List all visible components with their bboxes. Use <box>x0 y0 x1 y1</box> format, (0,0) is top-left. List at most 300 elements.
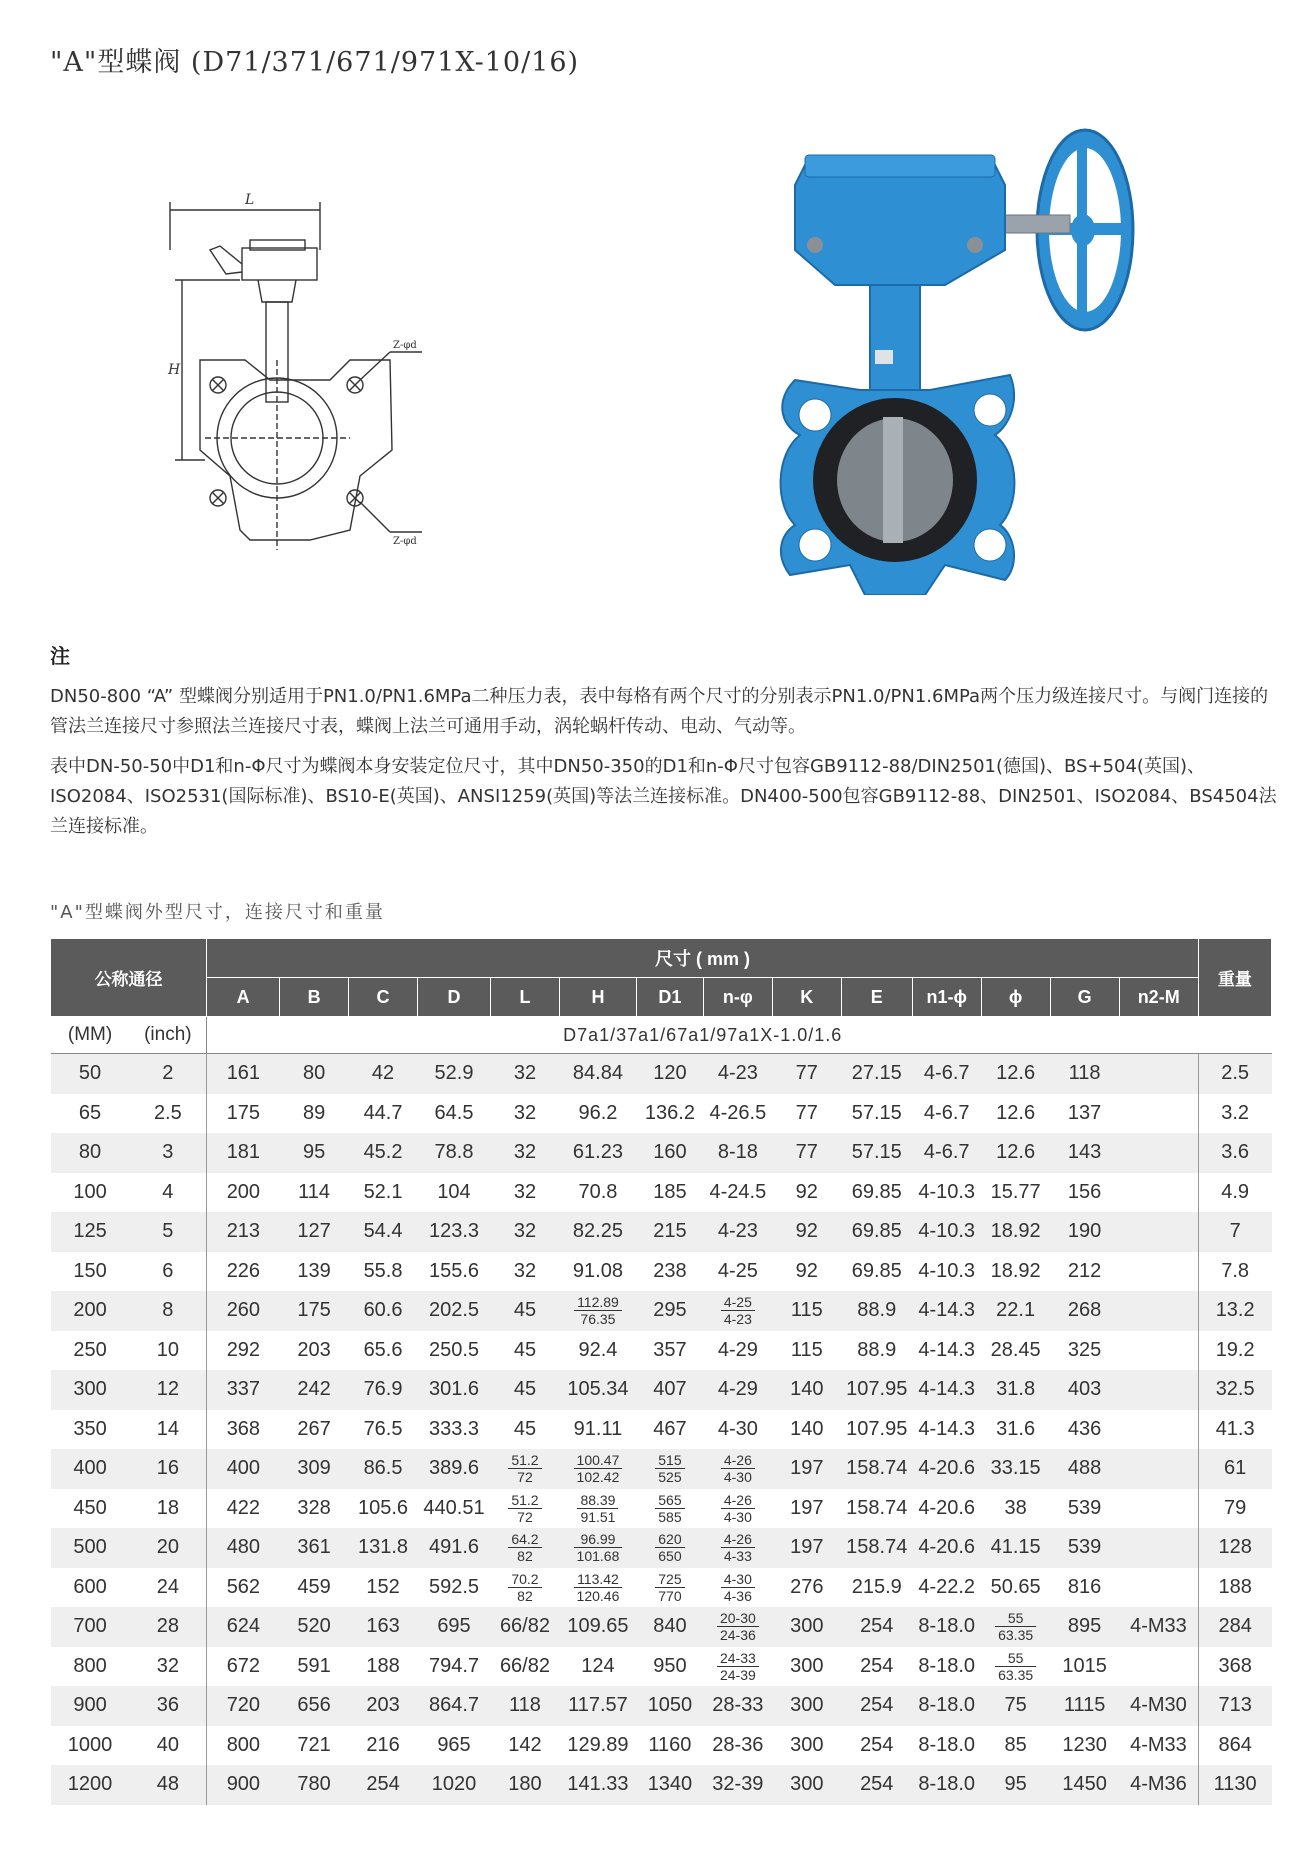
page-title: "A"型蝶阀 (D71/371/671/971X-10/16) <box>50 47 580 78</box>
table-cell: 800 <box>73 1654 107 1677</box>
column-header: n-φ <box>703 978 772 1017</box>
table-cell: 163 <box>349 1607 418 1647</box>
table-cell: 12.6 <box>996 1101 1036 1124</box>
table-cell: $\frac{112.89}{76.35}$ <box>559 1291 636 1331</box>
table-cell: 52.1 <box>363 1180 403 1203</box>
table-cell: 28-36 <box>712 1733 764 1756</box>
table-cell: 127 <box>280 1212 349 1252</box>
table-cell: 42 <box>349 1054 418 1094</box>
table-cell: 4-20.6 <box>918 1496 976 1519</box>
table-cell: 185 <box>653 1180 687 1203</box>
table-cell: 4-6.7 <box>912 1133 981 1173</box>
table-cell: 100 <box>73 1180 107 1203</box>
hole-label-top: Z-φd <box>393 340 417 351</box>
table-cell: 4-23 <box>703 1212 772 1252</box>
table-cell: 175 <box>280 1291 349 1331</box>
table-cell: 7.8 <box>1221 1259 1250 1282</box>
table-row <box>51 1726 1272 1766</box>
table-cell: 45 <box>491 1370 560 1410</box>
table-cell: 28-33 <box>703 1686 772 1726</box>
table-cell: 4-14.3 <box>912 1291 981 1331</box>
table-cell: 117.57 <box>559 1686 636 1726</box>
table-cell: 69.85 <box>851 1180 902 1203</box>
table-cell: 295 <box>636 1291 703 1331</box>
table-cell <box>1119 1410 1198 1450</box>
table-cell: $\frac{55}{63.35}$ <box>981 1647 1050 1687</box>
table-row <box>51 1410 1272 1450</box>
table-cell: 800 <box>207 1726 280 1766</box>
table-cell: 459 <box>297 1575 331 1598</box>
table-cell <box>1119 1528 1198 1568</box>
table-cell: 54.4 <box>349 1212 418 1252</box>
table-cell: 175 <box>207 1094 280 1134</box>
table-cell: $\frac{70.2}{82}$ <box>491 1568 560 1608</box>
table-cell: 1160 <box>648 1733 692 1756</box>
table-row <box>51 1370 1272 1410</box>
table-cell: 8-18 <box>703 1133 772 1173</box>
column-header: E <box>841 978 912 1017</box>
table-cell: 80 <box>280 1054 349 1094</box>
column-header: L <box>491 978 560 1017</box>
table-cell: 400 <box>207 1449 280 1489</box>
spec-table-body <box>51 1017 1272 1805</box>
table-cell: 18.92 <box>981 1212 1050 1252</box>
table-cell: 61 <box>1198 1449 1271 1489</box>
table-cell: 44.7 <box>363 1101 403 1124</box>
table-cell: 77 <box>795 1101 818 1124</box>
table-cell <box>1119 1331 1198 1371</box>
table-cell: 140 <box>772 1370 841 1410</box>
table-cell: 48 <box>130 1765 207 1805</box>
table-cell: 142 <box>508 1733 542 1756</box>
table-cell: 254 <box>349 1765 418 1805</box>
table-cell: 250 <box>73 1338 107 1361</box>
table-cell: 8 <box>130 1291 207 1331</box>
table-cell: 895 <box>1050 1607 1119 1647</box>
table-cell: 32.5 <box>1198 1370 1271 1410</box>
table-cell: 50 <box>51 1054 130 1094</box>
unit-label: (MM) <box>51 1017 130 1054</box>
table-cell: 140 <box>790 1417 824 1440</box>
table-cell: 19.2 <box>1215 1338 1255 1361</box>
table-cell: 115 <box>772 1291 841 1331</box>
table-cell: $\frac{565}{585}$ <box>636 1489 703 1529</box>
table-row <box>51 1094 1272 1134</box>
table-cell: 500 <box>51 1528 130 1568</box>
table-cell: 36 <box>130 1686 207 1726</box>
table-cell: 188 <box>366 1654 400 1677</box>
table-cell: 216 <box>366 1733 400 1756</box>
table-cell: 215 <box>636 1212 703 1252</box>
table-cell: 139 <box>297 1259 331 1282</box>
table-cell: 840 <box>636 1607 703 1647</box>
table-cell: 301.6 <box>418 1370 491 1410</box>
table-cell: 368 <box>1218 1654 1252 1677</box>
table-row <box>51 1568 1272 1608</box>
column-header: D <box>418 978 491 1017</box>
table-cell: 60.6 <box>349 1291 418 1331</box>
table-cell: 268 <box>1050 1291 1119 1331</box>
table-cell: $\frac{55}{63.35}$ <box>981 1607 1050 1647</box>
table-cell: 131.8 <box>349 1528 418 1568</box>
table-cell: 18 <box>156 1496 179 1519</box>
table-cell: 52.9 <box>418 1054 491 1094</box>
table-cell: 4-26.5 <box>709 1101 767 1124</box>
table-cell: 4-14.3 <box>918 1338 976 1361</box>
table-cell: 92.4 <box>578 1338 618 1361</box>
table-cell: 8-18.0 <box>918 1733 976 1756</box>
header-row-1 <box>51 939 1272 978</box>
table-cell: 129.89 <box>567 1733 629 1756</box>
table-cell: 32-39 <box>703 1765 772 1805</box>
column-header: B <box>280 978 349 1017</box>
table-cell: 1115 <box>1050 1686 1119 1726</box>
table-cell: 389.6 <box>418 1449 491 1489</box>
table-cell: 4-22.2 <box>918 1575 976 1598</box>
table-cell: 66/82 <box>491 1607 560 1647</box>
table-cell: 254 <box>841 1686 912 1726</box>
table-cell: 120 <box>636 1054 703 1094</box>
table-cell: 260 <box>207 1291 280 1331</box>
table-cell: 400 <box>51 1449 130 1489</box>
table-cell: 624 <box>207 1607 280 1647</box>
table-cell: 45 <box>513 1417 537 1440</box>
table-cell: 267 <box>297 1417 331 1440</box>
table-cell: 4-30 <box>717 1417 758 1440</box>
table-cell: 5 <box>130 1212 207 1252</box>
table-cell: 86.5 <box>349 1449 418 1489</box>
table-cell: 695 <box>418 1607 491 1647</box>
table-cell: 40 <box>156 1733 179 1756</box>
table-cell: 4-14.3 <box>918 1417 976 1440</box>
table-cell: 480 <box>207 1528 280 1568</box>
table-cell: 33.15 <box>981 1449 1050 1489</box>
table-cell: 1015 <box>1062 1654 1107 1677</box>
table-cell: 1340 <box>636 1765 703 1805</box>
table-cell: 107.95 <box>841 1370 912 1410</box>
table-cell: 95 <box>981 1765 1050 1805</box>
table-cell: 24 <box>156 1575 179 1598</box>
table-cell: 118 <box>1050 1054 1119 1094</box>
table-cell: 32 <box>156 1654 179 1677</box>
table-cell: $\frac{620}{650}$ <box>636 1528 703 1568</box>
table-caption: "A"型蝶阀外型尺寸，连接尺寸和重量 <box>50 902 385 923</box>
column-header: K <box>772 978 841 1017</box>
table-cell: 38 <box>1004 1496 1027 1519</box>
table-cell: 539 <box>1050 1528 1119 1568</box>
notes-heading: 注 <box>50 644 70 668</box>
table-cell: 77 <box>772 1133 841 1173</box>
table-cell: 65.6 <box>363 1338 403 1361</box>
table-cell <box>1119 1054 1198 1094</box>
table-cell: 254 <box>860 1654 894 1677</box>
table-cell: 32 <box>513 1101 537 1124</box>
table-cell: $\frac{88.39}{91.51}$ <box>559 1489 636 1529</box>
table-cell: 780 <box>280 1765 349 1805</box>
table-cell: 2.5 <box>153 1101 182 1124</box>
table-cell: 64.5 <box>434 1101 474 1124</box>
table-cell <box>1119 1094 1198 1134</box>
table-cell: 10 <box>156 1338 179 1361</box>
table-cell: 333.3 <box>428 1417 480 1440</box>
table-cell: 41.3 <box>1215 1417 1255 1440</box>
table-cell: 4-24.5 <box>709 1180 767 1203</box>
table-cell: 158.74 <box>841 1449 912 1489</box>
table-cell: 440.51 <box>423 1496 485 1519</box>
hole-label-bottom: Z-φd <box>393 536 417 547</box>
table-cell: 57.15 <box>851 1101 902 1124</box>
header-size: 尺寸 ( mm ) <box>207 939 1199 978</box>
table-cell: 1230 <box>1062 1733 1107 1756</box>
table-cell: $\frac{725}{770}$ <box>636 1568 703 1608</box>
table-cell: 88.9 <box>841 1291 912 1331</box>
table-cell: 300 <box>772 1607 841 1647</box>
table-cell: 1130 <box>1198 1765 1271 1805</box>
table-cell: 226 <box>207 1252 280 1292</box>
table-cell: 2.5 <box>1198 1054 1271 1094</box>
column-header: n1-ϕ <box>912 978 981 1017</box>
table-cell: 4 <box>162 1180 174 1203</box>
table-cell: 32 <box>491 1054 560 1094</box>
table-row <box>51 1212 1272 1252</box>
table-cell: 197 <box>790 1496 824 1519</box>
table-cell: 4-10.3 <box>918 1180 976 1203</box>
table-cell: 55.8 <box>363 1259 403 1282</box>
table-cell <box>1119 1489 1198 1529</box>
table-cell: 161 <box>207 1054 280 1094</box>
table-cell: 300 <box>790 1654 824 1677</box>
table-cell: 79 <box>1224 1496 1247 1519</box>
table-cell: 150 <box>73 1259 107 1282</box>
table-cell: 15.77 <box>990 1180 1041 1203</box>
table-cell: 520 <box>280 1607 349 1647</box>
table-cell: 158.74 <box>841 1528 912 1568</box>
table-cell: 213 <box>207 1212 280 1252</box>
table-cell: 242 <box>280 1370 349 1410</box>
table-cell: 8-18.0 <box>918 1654 976 1677</box>
table-cell: 89 <box>302 1101 326 1124</box>
table-cell: 136.2 <box>644 1101 695 1124</box>
table-cell: 1050 <box>636 1686 703 1726</box>
table-cell: 181 <box>207 1133 280 1173</box>
table-cell <box>1119 1173 1198 1213</box>
table-cell: 107.95 <box>846 1417 908 1440</box>
table-cell: 4-29 <box>703 1370 772 1410</box>
table-cell: 188 <box>1218 1575 1252 1598</box>
table-cell: 31.8 <box>981 1370 1050 1410</box>
table-cell: 450 <box>73 1496 107 1519</box>
table-row <box>51 1449 1272 1489</box>
table-cell: 125 <box>51 1212 130 1252</box>
table-cell: 41.15 <box>981 1528 1050 1568</box>
table-cell <box>1119 1291 1198 1331</box>
table-cell: 141.33 <box>559 1765 636 1805</box>
dim-label-l: L <box>245 192 255 208</box>
table-cell <box>1119 1568 1198 1608</box>
table-cell: 92 <box>795 1180 818 1203</box>
table-cell: 115 <box>790 1338 823 1361</box>
table-row <box>51 1647 1272 1687</box>
table-cell: 4-M33 <box>1119 1726 1198 1766</box>
table-cell: $\frac{4-26}{4-30}$ <box>703 1449 772 1489</box>
table-row <box>51 1607 1272 1647</box>
valve-product-photo <box>765 125 1145 595</box>
table-cell: 1020 <box>418 1765 491 1805</box>
table-cell: 203 <box>349 1686 418 1726</box>
table-cell: 50.65 <box>990 1575 1041 1598</box>
table-cell: $\frac{4-26}{4-30}$ <box>703 1489 772 1529</box>
table-cell: 1200 <box>51 1765 130 1805</box>
column-header: H <box>559 978 636 1017</box>
valve-technical-drawing <box>160 180 430 580</box>
table-cell: 4-25 <box>717 1259 758 1282</box>
table-cell: 720 <box>207 1686 280 1726</box>
table-cell: 77 <box>772 1054 841 1094</box>
table-cell: 276 <box>790 1575 824 1598</box>
table-cell: 357 <box>653 1338 687 1361</box>
table-cell: $\frac{113.42}{120.46}$ <box>559 1568 636 1608</box>
table-cell: $\frac{100.47}{102.42}$ <box>559 1449 636 1489</box>
table-cell: 118 <box>491 1686 560 1726</box>
table-cell: 66/82 <box>499 1654 550 1677</box>
table-cell: 700 <box>51 1607 130 1647</box>
table-cell: 900 <box>207 1765 280 1805</box>
table-cell: 4-20.6 <box>912 1528 981 1568</box>
table-cell: $\frac{4-30}{4-36}$ <box>703 1568 772 1608</box>
table-cell: 27.15 <box>841 1054 912 1094</box>
table-cell: 65 <box>78 1101 102 1124</box>
table-cell: 75 <box>981 1686 1050 1726</box>
table-cell: 328 <box>297 1496 331 1519</box>
column-header: G <box>1050 978 1119 1017</box>
table-cell: 128 <box>1198 1528 1271 1568</box>
table-cell: 22.1 <box>981 1291 1050 1331</box>
table-row <box>51 1331 1272 1371</box>
table-cell: 32 <box>491 1212 560 1252</box>
table-cell: 200 <box>207 1173 280 1213</box>
table-cell: 197 <box>772 1528 841 1568</box>
table-cell: 950 <box>653 1654 687 1677</box>
table-row <box>51 1765 1272 1805</box>
table-cell: 539 <box>1067 1496 1102 1519</box>
table-cell <box>1119 1212 1198 1252</box>
table-cell: 900 <box>51 1686 130 1726</box>
table-cell: 76.9 <box>349 1370 418 1410</box>
table-row <box>51 1528 1272 1568</box>
table-cell: 368 <box>207 1410 280 1450</box>
table-cell: $\frac{4-25}{4-23}$ <box>703 1291 772 1331</box>
table-cell: 160 <box>636 1133 703 1173</box>
table-cell: 488 <box>1050 1449 1119 1489</box>
table-cell: 309 <box>280 1449 349 1489</box>
table-cell: 28.45 <box>990 1338 1041 1361</box>
table-cell <box>1119 1449 1198 1489</box>
table-cell: 105.6 <box>358 1496 409 1519</box>
table-cell: 491.6 <box>418 1528 491 1568</box>
table-cell: 4-10.3 <box>918 1259 976 1282</box>
table-cell: 69.85 <box>841 1212 912 1252</box>
table-cell: 656 <box>280 1686 349 1726</box>
table-cell: 816 <box>1067 1575 1102 1598</box>
table-cell: 3.2 <box>1221 1101 1250 1124</box>
table-cell: 13.2 <box>1198 1291 1271 1331</box>
table-cell: 20 <box>130 1528 207 1568</box>
table-cell: 197 <box>772 1449 841 1489</box>
table-cell: 864 <box>1218 1733 1252 1756</box>
table-cell: 4-6.7 <box>912 1054 981 1094</box>
table-cell: 2 <box>130 1054 207 1094</box>
table-cell: 4-M30 <box>1119 1686 1198 1726</box>
column-header: A <box>207 978 280 1017</box>
table-cell: 84.84 <box>559 1054 636 1094</box>
table-cell: 114 <box>298 1180 331 1203</box>
table-cell: 238 <box>653 1259 687 1282</box>
table-cell: 721 <box>297 1733 331 1756</box>
table-cell: 91.08 <box>572 1259 623 1282</box>
table-cell: 12.6 <box>981 1133 1050 1173</box>
header-nominal: 公称通径 <box>51 939 207 1017</box>
header-row-2 <box>51 978 1272 1017</box>
table-cell: 12.6 <box>981 1054 1050 1094</box>
table-cell: 88.9 <box>857 1338 897 1361</box>
table-cell: 104 <box>437 1180 471 1203</box>
table-cell: 864.7 <box>418 1686 491 1726</box>
unit-row <box>51 1017 1272 1054</box>
column-header: ϕ <box>981 978 1050 1017</box>
table-cell: 292 <box>207 1331 280 1371</box>
table-cell: 337 <box>207 1370 280 1410</box>
table-cell: 4-29 <box>717 1338 758 1361</box>
table-cell: 69.85 <box>851 1259 902 1282</box>
table-cell: 200 <box>51 1291 130 1331</box>
table-cell: 92 <box>772 1212 841 1252</box>
table-cell: $\frac{96.99}{101.68}$ <box>559 1528 636 1568</box>
table-cell: 254 <box>841 1765 912 1805</box>
table-cell: 4-10.3 <box>912 1212 981 1252</box>
dim-label-h: H <box>168 362 181 378</box>
table-cell: 713 <box>1198 1686 1271 1726</box>
table-cell: 152 <box>366 1575 400 1598</box>
table-cell: 300 <box>772 1765 841 1805</box>
table-cell: 76.5 <box>363 1417 403 1440</box>
table-row <box>51 1252 1272 1292</box>
table-cell: $\frac{24-33}{24-39}$ <box>703 1647 772 1687</box>
table-cell: 325 <box>1067 1338 1102 1361</box>
table-cell: 202.5 <box>418 1291 491 1331</box>
table-cell: 123.3 <box>418 1212 491 1252</box>
table-cell: 45.2 <box>349 1133 418 1173</box>
table-cell: 250.5 <box>428 1338 480 1361</box>
table-cell: 1000 <box>67 1733 113 1756</box>
table-cell: 7 <box>1198 1212 1271 1252</box>
table-cell: 124 <box>581 1654 615 1677</box>
table-cell: 156 <box>1067 1180 1102 1203</box>
spec-table <box>50 938 1272 1805</box>
table-cell: 155.6 <box>428 1259 480 1282</box>
table-cell: 70.8 <box>578 1180 618 1203</box>
table-cell: 57.15 <box>841 1133 912 1173</box>
notes-paragraph-1: DN50-800 “A” 型蝶阀分别适用于PN1.0/PN1.6MPa二种压力表，表中每格有两个尺寸的分别表示PN1.0/PN1.6MPa两个压力级连接尺寸。与阀门连接的管法兰连接尺寸参照法兰连接尺寸表，蝶阀上法兰可通用手动，涡轮蜗杆传动、电动、气动等。 <box>50 686 1269 737</box>
table-cell: 4-14.3 <box>912 1370 981 1410</box>
table-cell: 4-6.7 <box>923 1101 970 1124</box>
table-cell: 965 <box>437 1733 471 1756</box>
table-cell: 18.92 <box>990 1259 1041 1282</box>
table-cell: 91.11 <box>573 1417 623 1440</box>
table-cell: 361 <box>280 1528 349 1568</box>
model-label: D7a1/37a1/67a1/97a1X-1.0/1.6 <box>207 1017 1199 1054</box>
table-cell: 31.6 <box>996 1417 1036 1440</box>
table-cell <box>1119 1370 1198 1410</box>
